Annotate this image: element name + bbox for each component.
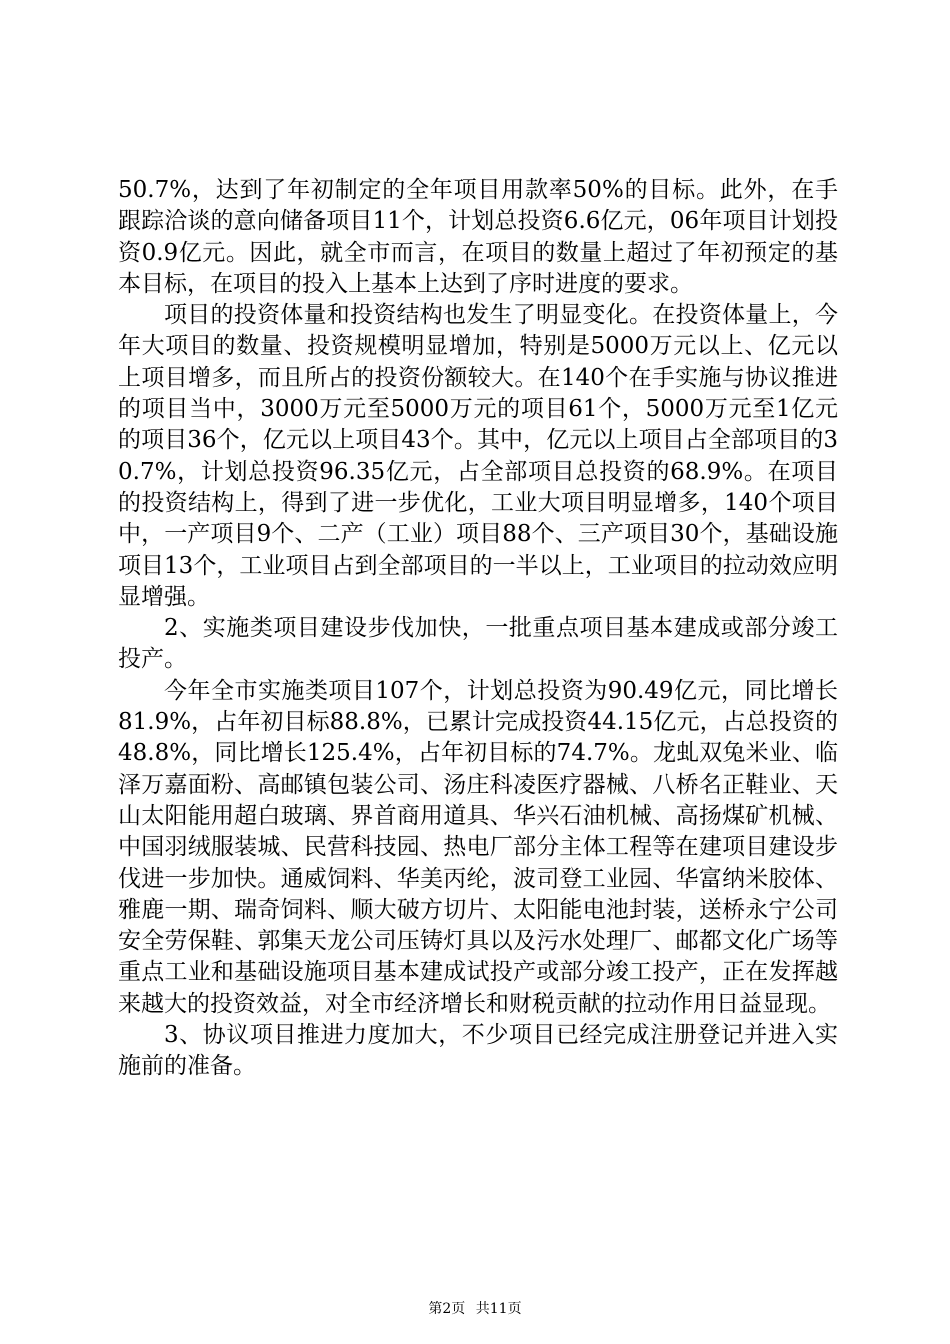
section-heading-2: 2、实施类项目建设步伐加快，一批重点项目基本建成或部分竣工投产。 [118, 615, 838, 673]
section-heading-3: 3、协议项目推进力度加大，不少项目已经完成注册登记并进入实施前的准备。 [118, 1022, 838, 1080]
page-total: 共11页 [475, 1301, 522, 1317]
paragraph-investment-structure: 项目的投资体量和投资结构也发生了明显变化。在投资体量上，今年大项目的数量、投资规模明显增加，特别是5000万元以上、亿元以上项目增多，而且所占的投资份额较大。在140个在手实施与协议推进的项目当中，3000万元至5000万元的项目61个，5000万元至1亿元的项目36个，亿元以上项目43个。其中，亿元以上项目占全部项目的30.7%，计划总投资96.35亿元，占全部项目总投资的68.9%。在项目的投资结构上，得到了进一步优化，工业大项目明显增多，140个项目中，一产项目9个、二产（工业）项目88个、三产项目30个，基础设施项目13个，工业项目占到全部项目的一半以上，工业项目的拉动效应明显增强。 [118, 302, 838, 610]
paragraph-continuation: 50.7%，达到了年初制定的全年项目用款率50%的目标。此外，在手跟踪洽谈的意向储备项目11个，计划总投资6.6亿元，06年项目计划投资0.9亿元。因此，就全市而言，在项目的数量上超过了年初预定的基本目标，在项目的投入上基本上达到了序时进度的要求。 [118, 177, 838, 297]
paragraph-implementation-projects: 今年全市实施类项目107个，计划总投资为90.49亿元，同比增长81.9%，占年初目标88.8%，已累计完成投资44.15亿元，占总投资的48.8%，同比增长125.4%，占年初目标的74.7%。龙虬双兔米业、临泽万嘉面粉、高邮镇包装公司、汤庄科凌医疗器械、八桥名正鞋业、天山太阳能用超白玻璃、界首商用道具、华兴石油机械、高扬煤矿机械、中国羽绒服装城、民营科技园、热电厂部分主体工程等在建项目建设步伐进一步加快。通威饲料、华美丙纶，波司登工业园、华富纳米胶体、雅鹿一期、瑞奇饲料、顺大破方切片、太阳能电池封装，送桥永宁公司安全劳保鞋、郭集天龙公司压铸灯具以及污水处理厂、邮都文化广场等重点工业和基础设施项目基本建成试投产或部分竣工投产，正在发挥越来越大的投资效益，对全市经济增长和财税贡献的拉动作用日益显现。 [118, 677, 838, 1017]
page-number: 第2页 [428, 1301, 466, 1317]
document-body [118, 175, 838, 1083]
page-footer [0, 1298, 950, 1318]
